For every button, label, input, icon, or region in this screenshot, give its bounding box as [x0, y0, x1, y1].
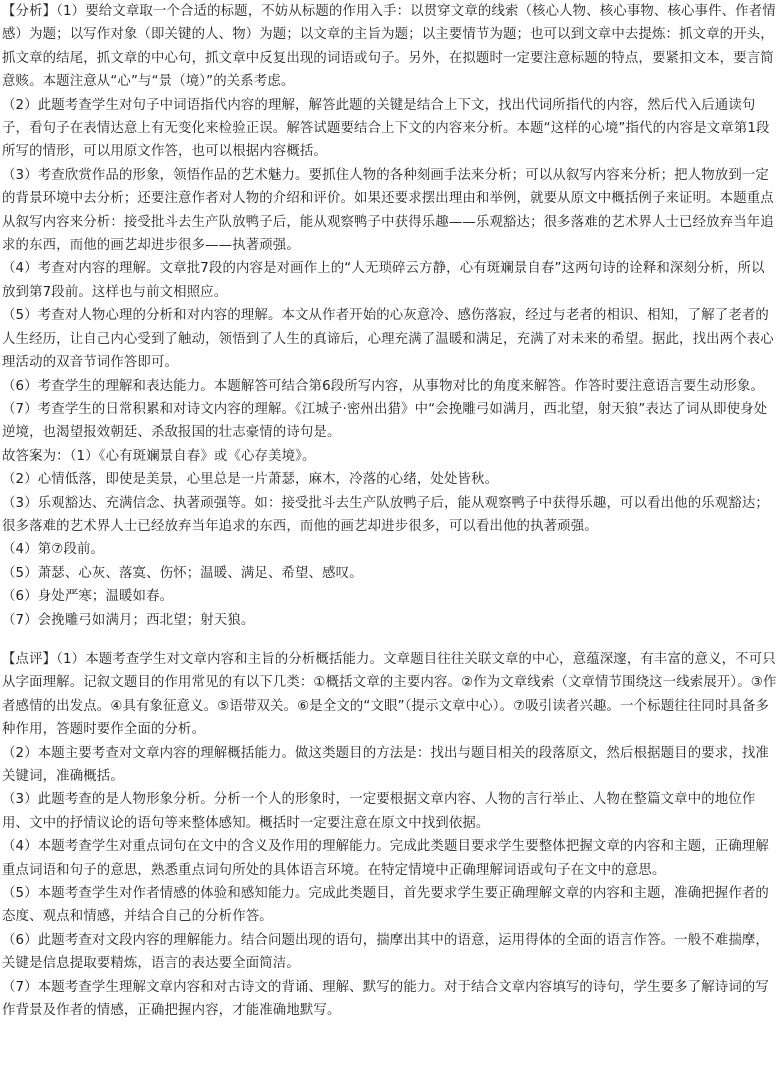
comment-item-7: （7）本题考查学生理解文章内容和对古诗文的背诵、理解、默写的能力。对于结合文章内容填写的诗句，学生要多了解诗词的写作背景及作者的情感，正确把握内容，才能准确地默写。 [2, 979, 769, 1019]
analysis-item-1-text: （1）要给文章取一个合适的标题，不妨从标题的作用入手：以贯穿文章的线索（核心人物、核心事物、核心事件、作者情感）为题；以写作对象（即关键的人、物）为题；以文章的主旨为题；以主要情节为题；也可以到文章中去提炼：抓文章的开头，抓文章的结尾，抓文章的中心句，抓文章中反复出现的词语或句子。另外，在拟题时一定要注意标题的特点，要紧扣文本，要言简意赅。本题注意从“心”与“景（境）”的关系考虑。 [2, 4, 776, 90]
comment-item-4: （4）本题考查学生对重点词句在文中的含义及作用的理解能力。完成此类题目要求学生要整体把握文章的内容和主题，正确理解重点词语和句子的意思，熟悉重点词句所处的具体语言环境。在特定情境中正确理解词语或句子在文中的意思。 [2, 839, 769, 878]
analysis-item-7: （7）考查学生的日常积累和对诗文内容的理解。《江城子·密州出猎》中“会挽雕弓如满月，西北望，射天狼”表达了词从即使身处逆境，也渴望报效朝廷、杀敌报国的壮志豪情的诗句是。 [2, 401, 768, 441]
answer-item-4: （4）第⑦段前。 [2, 542, 105, 558]
analysis-item-2: （2）此题考查学生对句子中词语指代内容的理解，解答此题的关键是结合上下文，找出代词所指代的内容，然后代入后通读句子，看句子在表情达意上有无变化来检验正误。解答试题要结合上下文的内容来分析。本题“这样的心境”指代的内容是文章第1段所写的情形，可以用原文作答，也可以根据内容概括。 [2, 97, 770, 160]
comment-section [2, 648, 778, 1023]
comment-item-2: （2）本题主要考查对文章内容的理解概括能力。做这类题目的方法是：找出与题目相关的段落原文，然后根据题目的要求，找准关键词，准确概括。 [2, 745, 769, 784]
answer-item-2: （2）心情低落，即使是美景，心里总是一片萧瑟，麻木，冷落的心绪，处处皆秋。 [2, 472, 499, 488]
answer-item-5: （5）萧瑟、心灰、落寞、伤怀；温暖、满足、希望、感叹。 [2, 565, 363, 581]
analysis-item-6: （6）考查学生的理解和表达能力。本题解答可结合第6段所写内容，从事物对比的角度来解答。作答时要注意语言要生动形象。 [2, 378, 765, 394]
analysis-item-4: （4）考查对内容的理解。文章批7段的内容是对画作上的“人无琐碎云方静，心有斑斓景自春”这两句诗的诠释和深刻分析，所以放到第7段前。这样也与前文相照应。 [2, 261, 765, 300]
comment-tag: 【点评】 [2, 651, 57, 667]
comment-item-1-text: （1）本题考查学生对文章内容和主旨的分析概括能力。文章题目往往关联文章的中心，意蕴深邃，有丰富的意义，不可只从字面理解。记叙文题目的作用常见的有以下几类：①概括文章的主要内容。②作为文章线索（文章情节围绕这一线索展开）。③作者感情的出发点。④具有象征意义。⑤语带双关。⑥是全文的“文眼”（提示文章中心）。⑦吸引读者兴趣。一个标题往往同时具备多种作用，答题时要作全面的分析。 [2, 651, 777, 738]
answer-item-3: （3）乐观豁达、充满信念、执著顽强等。如：接受批斗去生产队放鸭子后，能从观察鸭子中获得乐趣，可以看出他的乐观豁达；很多落难的艺术界人士已经放弃当年追求的东西，而他的画艺却进步很多，可以看出他的执著顽强。 [2, 495, 769, 534]
answer-intro: 故答案为：（1）《心有斑斓景自春》或《心存美境》。 [2, 448, 316, 464]
analysis-item-3: （3）考查欣赏作品的形象，领悟作品的艺术魅力。要抓住人物的各种刻画手法来分析；可以从叙写内容来分析；把人物放到一定的背景环境中去分析；还要注意作者对人物的介绍和评价。如果还要求摆出理由和举例，就要从原文中概括例子来证明。本题重点从叙写内容来分析：接受批斗去生产队放鸭子后，能从观察鸭子中获得乐趣——乐观豁达；很多落难的艺术界人士已经放弃当年追求的东西，而他的画艺却进步很多——执著顽强。 [2, 167, 774, 254]
comment-item-3: （3）此题考查的是人物形象分析。分析一个人的形象时，一定要根据文章内容、人物的言行举止、人物在整篇文章中的地位作用、文中的抒情议论的语句等来整体感知。概括时一定要注意在原文中找到依据。 [2, 792, 756, 831]
answer-item-6: （6）身处严寒；温暖如春。 [2, 589, 174, 605]
answer-item-7: （7）会挽雕弓如满月；西北望；射天狼。 [2, 612, 255, 628]
comment-item-1 [2, 648, 778, 742]
analysis-section [2, 0, 778, 632]
analysis-tag: 【分析】 [2, 4, 57, 19]
section-gap [2, 632, 778, 648]
document-page [2, 0, 778, 1022]
comment-item-6: （6）此题考查对文段内容的理解能力。结合问题出现的语句，揣摩出其中的语意，运用得体的全面的语言作答。一般不难揣摩，关键是信息提取要精炼，语言的表达要全面简洁。 [2, 932, 769, 972]
analysis-item-5: （5）考查对人物心理的分析和对内容的理解。本文从作者开始的心灰意冷、感伤落寂，经过与老者的相识、相知，了解了老者的人生经历，让自己内心受到了触动，领悟到了人生的真谛后，心理充满了温暖和满足，充满了对未来的希望。据此，找出两个表心理活动的双音节词作答即可。 [2, 308, 774, 371]
comment-item-5: （5）本题考查学生对作者情感的体验和感知能力。完成此类题目，首先要求学生要正确理解文章的内容和主题，准确把握作者的态度、观点和情感，并结合自己的分析作答。 [2, 886, 769, 925]
analysis-item-1 [2, 0, 778, 94]
